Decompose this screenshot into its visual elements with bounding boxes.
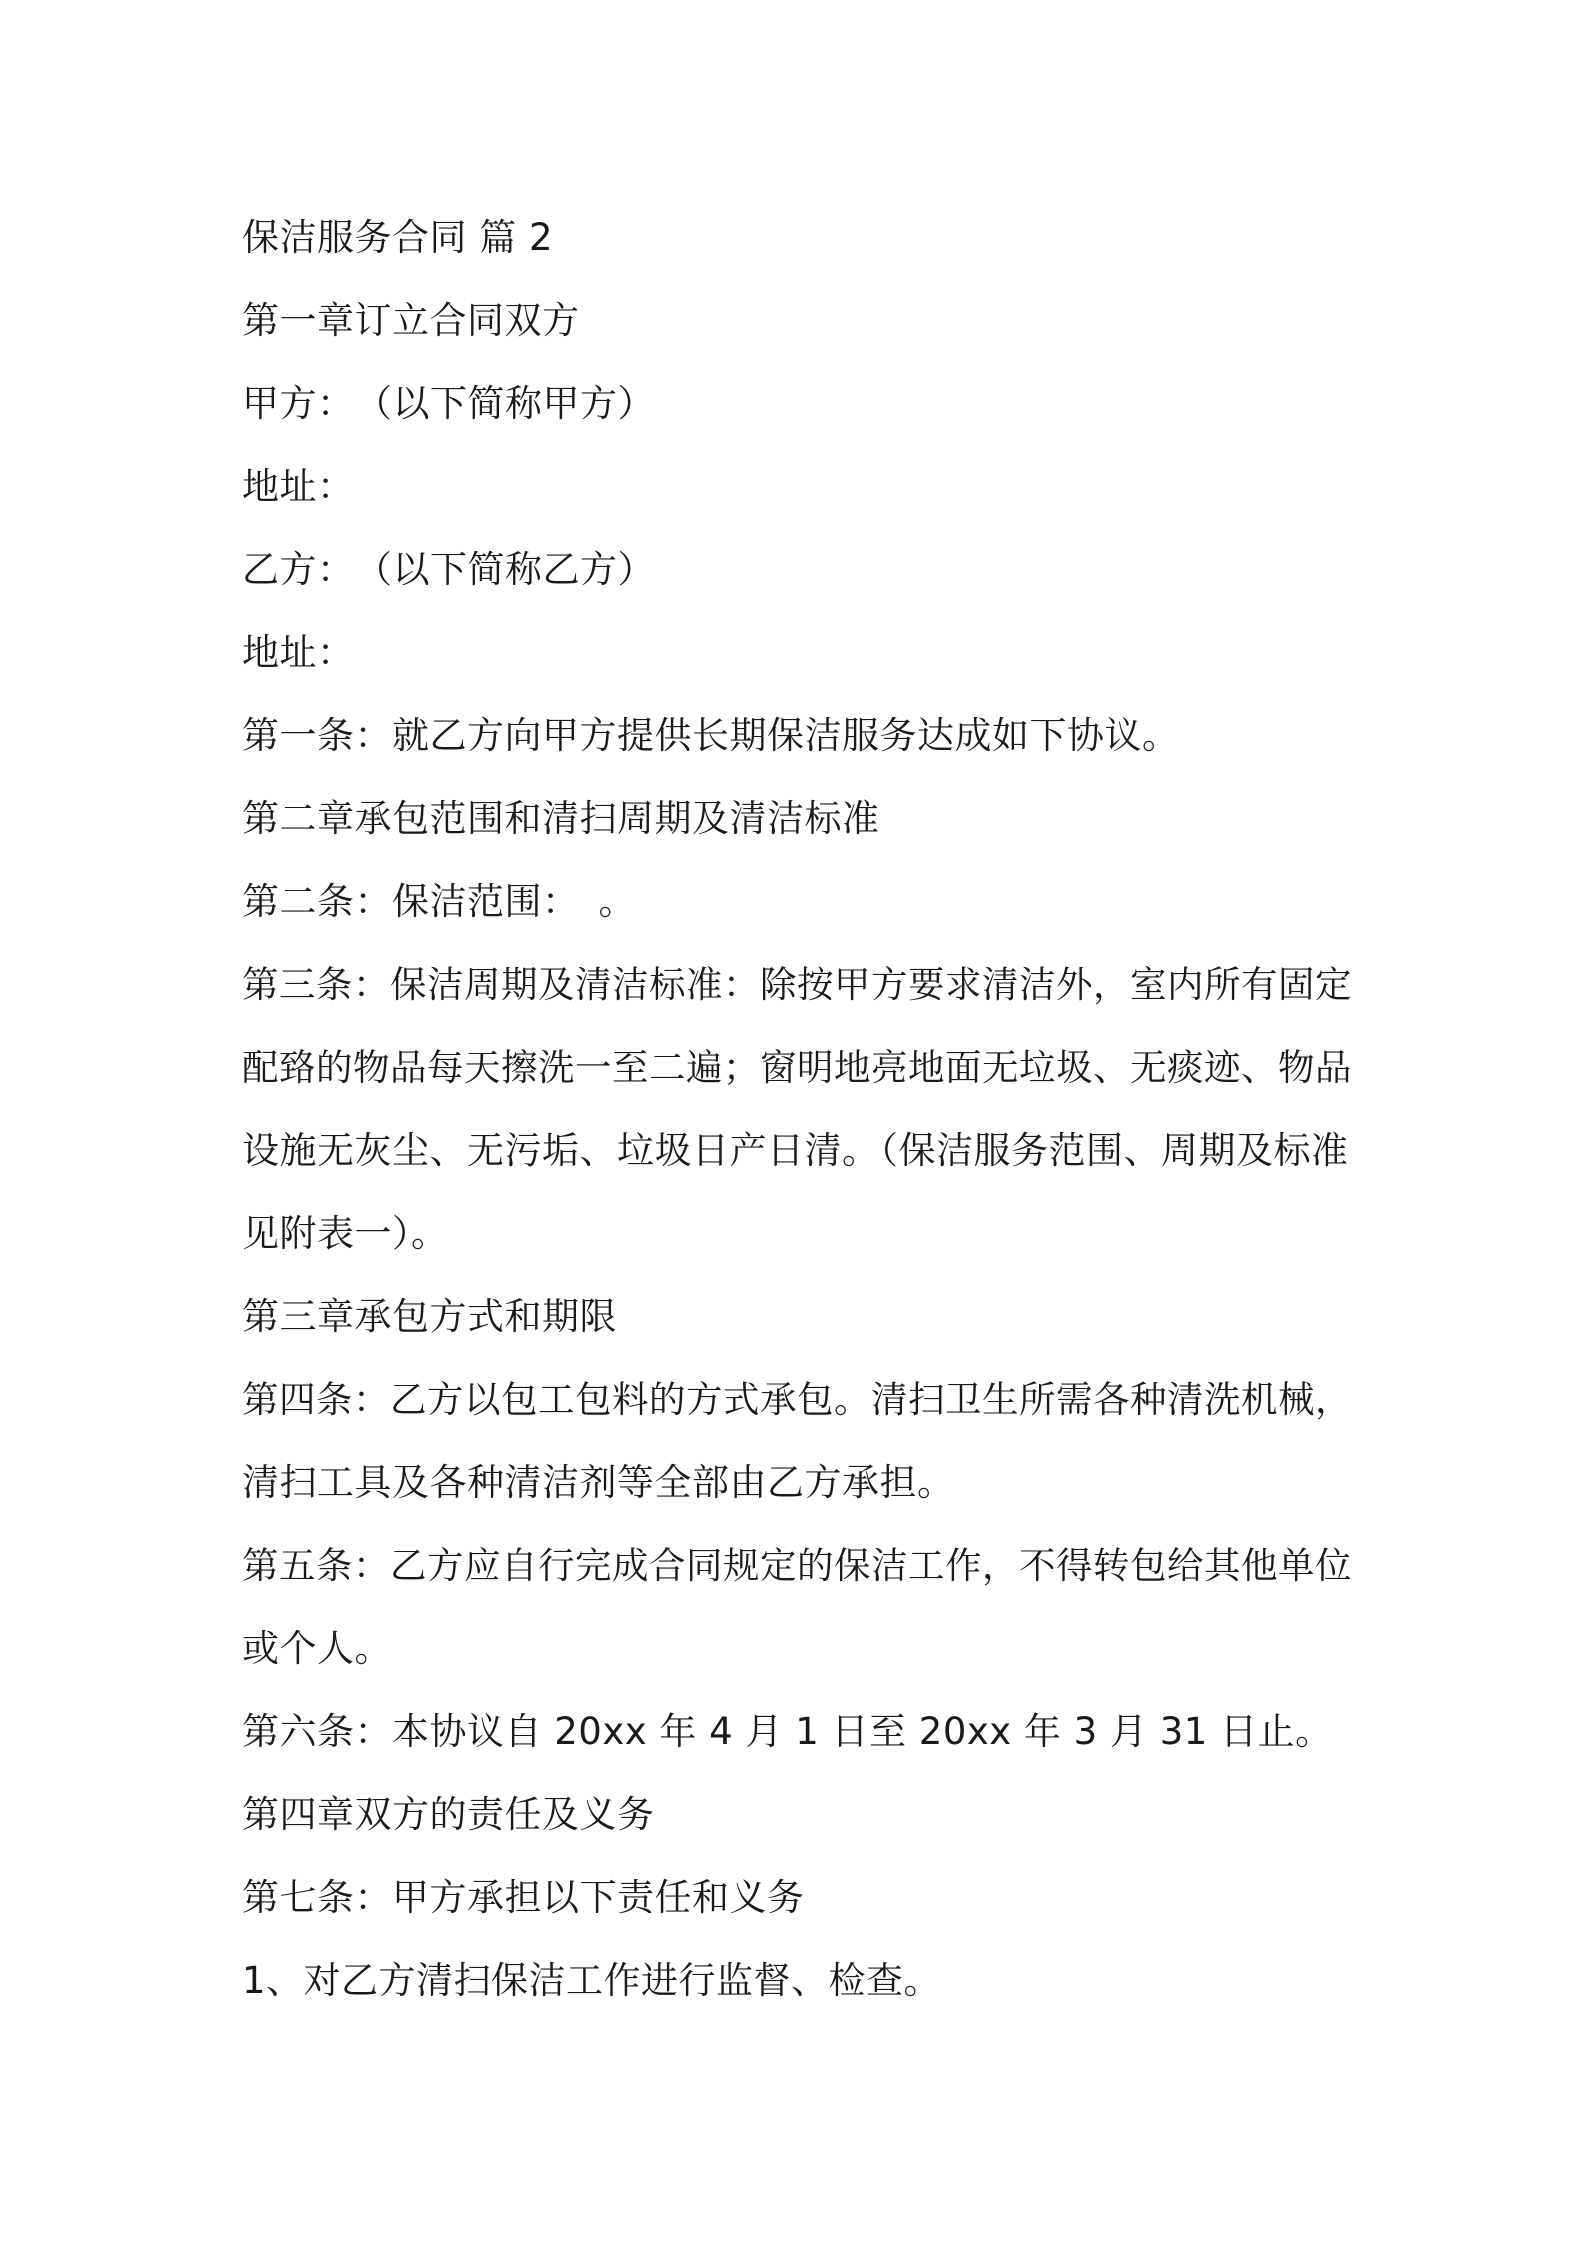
chapter-heading: 第一章订立合同双方 <box>242 299 580 342</box>
article-line: 第六条：本协议自 20xx 年 4 月 1 日至 20xx 年 3 月 31 日止。 <box>242 1710 1333 1753</box>
article-line: 第三条：保洁周期及清洁标准：除按甲方要求清洁外，室内所有固定 <box>242 963 1352 1006</box>
party-a-line: 甲方： （以下简称甲方） <box>242 382 655 425</box>
article-line: 第五条：乙方应自行完成合同规定的保洁工作，不得转包给其他单位 <box>242 1544 1352 1587</box>
party-b-address: 地址： <box>242 631 355 674</box>
article-line: 见附表一）。 <box>242 1212 449 1255</box>
chapter-heading: 第四章双方的责任及义务 <box>242 1793 655 1836</box>
document-body <box>242 196 1362 2022</box>
article-line: 配臵的物品每天擦洗一至二遍；窗明地亮地面无垃圾、无痰迹、物品 <box>242 1046 1352 1089</box>
article-line: 第四条：乙方以包工包料的方式承包。清扫卫生所需各种清洗机械， <box>242 1378 1352 1421</box>
party-a-address: 地址： <box>242 465 355 508</box>
article-line: 第一条：就乙方向甲方提供长期保洁服务达成如下协议。 <box>242 714 1180 757</box>
chapter-heading: 第二章承包范围和清扫周期及清洁标准 <box>242 797 880 840</box>
document-title: 保洁服务合同 篇 2 <box>242 216 554 259</box>
article-line: 设施无灰尘、无污垢、垃圾日产日清。（保洁服务范围、周期及标准 <box>242 1129 1349 1172</box>
list-item: 1、对乙方清扫保洁工作进行监督、检查。 <box>242 1959 942 2002</box>
article-line: 第七条：甲方承担以下责任和义务 <box>242 1876 805 1919</box>
article-line: 第二条：保洁范围： 。 <box>242 880 636 923</box>
article-line: 清扫工具及各种清洁剂等全部由乙方承担。 <box>242 1461 955 1504</box>
chapter-heading: 第三章承包方式和期限 <box>242 1295 617 1338</box>
party-b-line: 乙方： （以下简称乙方） <box>242 548 655 591</box>
article-line: 或个人。 <box>242 1627 392 1670</box>
